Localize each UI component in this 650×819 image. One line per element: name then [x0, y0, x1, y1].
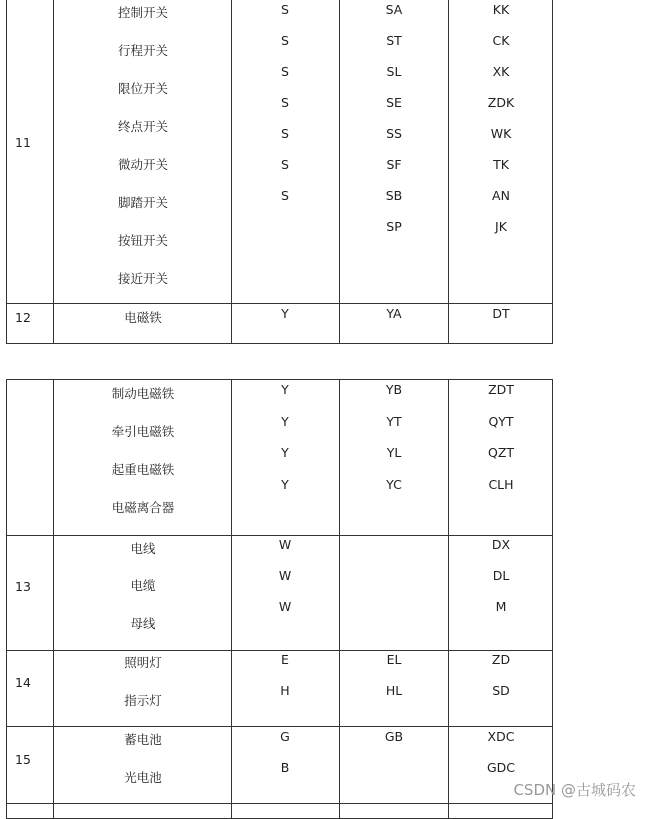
row-number: 13 — [15, 579, 31, 594]
device-name: 接近开关 — [117, 271, 169, 286]
single-letter-code: S — [281, 188, 289, 203]
single-letter-code: S — [281, 126, 289, 141]
row-number: 14 — [15, 675, 31, 690]
device-name: 制动电磁铁 — [111, 386, 175, 401]
double-letter-code: SS — [386, 126, 402, 141]
device-name: 按钮开关 — [117, 233, 169, 248]
device-name: 照明灯 — [124, 655, 162, 670]
double-letter-code: SP — [386, 219, 402, 234]
single-letter-code: S — [281, 2, 289, 17]
single-letter-code: Y — [281, 477, 289, 492]
device-name: 电缆 — [130, 578, 156, 593]
single-letter-code: B — [280, 760, 290, 775]
symbol-table-2 — [6, 379, 553, 819]
old-code: M — [495, 599, 507, 614]
single-letter-code: Y — [281, 306, 289, 321]
single-letter-code: S — [281, 157, 289, 172]
old-code: CK — [492, 33, 510, 48]
old-code: TK — [493, 157, 509, 172]
double-letter-code: SA — [385, 2, 403, 17]
old-code: WK — [490, 126, 512, 141]
old-code: JK — [495, 219, 507, 234]
device-name: 控制开关 — [117, 5, 169, 20]
double-letter-code: EL — [386, 652, 402, 667]
device-name: 电线 — [130, 541, 156, 556]
old-code: KK — [492, 2, 510, 17]
single-letter-code: E — [281, 652, 289, 667]
device-name: 指示灯 — [124, 693, 162, 708]
device-name: 脚踏开关 — [117, 195, 169, 210]
double-letter-code: YC — [386, 477, 402, 492]
old-code: QYT — [488, 414, 514, 429]
device-name: 终点开关 — [117, 119, 169, 134]
device-name: 限位开关 — [117, 81, 169, 96]
old-code: DL — [492, 568, 510, 583]
single-letter-code: G — [280, 729, 290, 744]
single-letter-code: W — [278, 599, 292, 614]
single-letter-code: Y — [281, 445, 289, 460]
single-letter-code: S — [281, 64, 289, 79]
double-letter-code: YA — [386, 306, 402, 321]
single-letter-code: W — [278, 568, 292, 583]
device-name: 电磁离合器 — [111, 500, 175, 515]
old-code: ZDK — [487, 95, 515, 110]
single-letter-code: S — [281, 33, 289, 48]
row-number: 12 — [15, 310, 31, 325]
old-code: DT — [492, 306, 510, 321]
single-letter-code: H — [280, 683, 290, 698]
old-code: XDC — [487, 729, 515, 744]
old-code: QZT — [487, 445, 515, 460]
device-name: 母线 — [130, 616, 156, 631]
symbol-table-1 — [6, 0, 553, 344]
double-letter-code: YT — [386, 414, 402, 429]
old-code: CLH — [488, 477, 514, 492]
double-letter-code: YB — [385, 382, 403, 397]
double-letter-code: SF — [386, 157, 402, 172]
device-name: 微动开关 — [117, 157, 169, 172]
double-letter-code: ST — [386, 33, 402, 48]
single-letter-code: W — [278, 537, 292, 552]
device-name: 起重电磁铁 — [111, 462, 175, 477]
device-name: 行程开关 — [117, 43, 169, 58]
old-code: XK — [492, 64, 510, 79]
old-code: ZD — [491, 652, 511, 667]
device-name: 电磁铁 — [124, 310, 162, 325]
device-name: 蓄电池 — [124, 732, 162, 747]
old-code: GDC — [486, 760, 516, 775]
double-letter-code: GB — [384, 729, 404, 744]
old-code: DX — [491, 537, 511, 552]
single-letter-code: S — [281, 95, 289, 110]
double-letter-code: SB — [385, 188, 403, 203]
device-name: 光电池 — [124, 770, 162, 785]
single-letter-code: Y — [281, 382, 289, 397]
watermark: CSDN @古城码农 — [513, 781, 636, 799]
device-name: 牵引电磁铁 — [111, 424, 175, 439]
old-code: ZDT — [488, 382, 514, 397]
row-number: 15 — [15, 752, 31, 767]
old-code: SD — [492, 683, 510, 698]
double-letter-code: HL — [385, 683, 403, 698]
row-number: 11 — [15, 135, 31, 150]
double-letter-code: YL — [386, 445, 402, 460]
double-letter-code: SL — [386, 64, 402, 79]
old-code: AN — [492, 188, 510, 203]
single-letter-code: Y — [281, 414, 289, 429]
double-letter-code: SE — [386, 95, 402, 110]
